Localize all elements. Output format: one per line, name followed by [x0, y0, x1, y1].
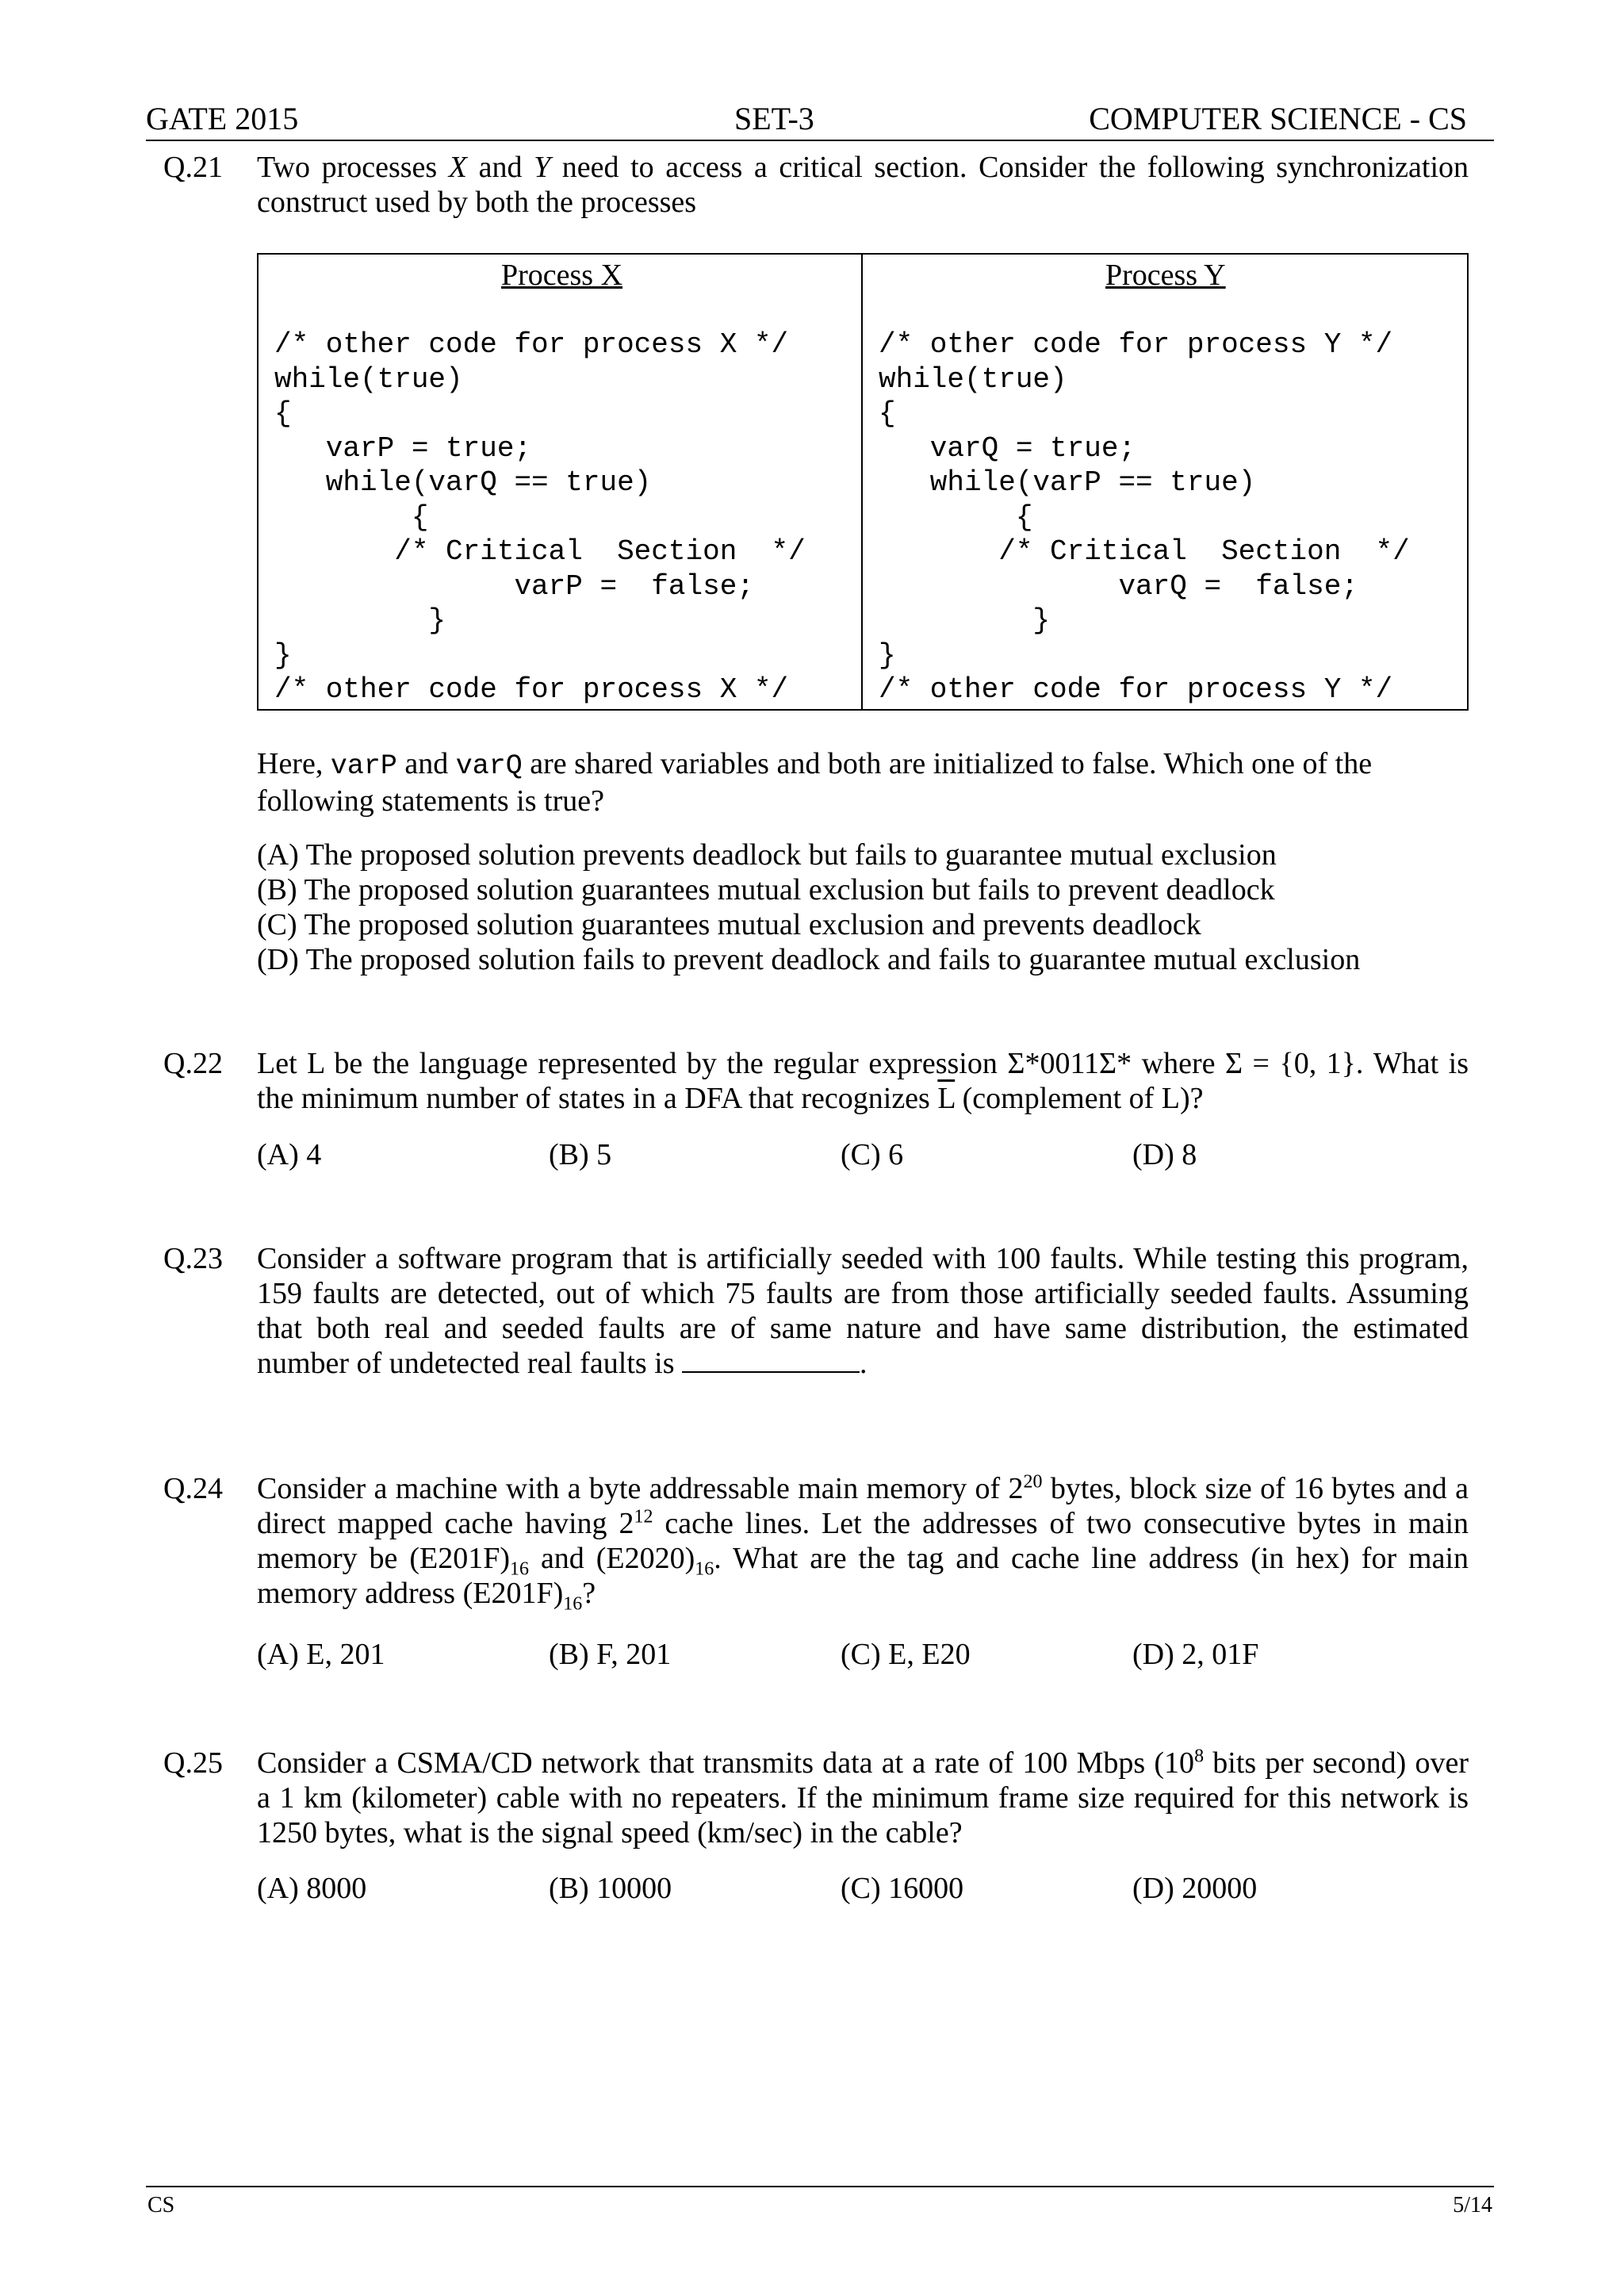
- header-set: SET-3: [734, 101, 814, 136]
- q24-number: Q.24: [163, 1472, 223, 1505]
- q21-stem-line1: Two processes X and Y need to access a critical section. Consider the following synchronization: [257, 151, 1469, 184]
- varp-code: varP: [330, 750, 397, 782]
- footer-left: CS: [147, 2193, 175, 2217]
- header-subject: COMPUTER SCIENCE - CS: [1089, 101, 1467, 136]
- process-x-title: Process X: [501, 259, 623, 292]
- q25-option-d[interactable]: (D) 20000: [1132, 1872, 1258, 1905]
- q21-number: Q.21: [163, 151, 223, 184]
- q21-option-c[interactable]: (C) The proposed solution guarantees mutual exclusion and prevents deadlock: [257, 908, 1201, 941]
- q22-option-b[interactable]: (B) 5: [549, 1138, 612, 1171]
- q21-option-d[interactable]: (D) The proposed solution fails to prevent deadlock and fails to guarantee mutual exclusion: [257, 943, 1361, 976]
- q22-regex: Σ*0011Σ*: [1007, 1047, 1132, 1080]
- q24-option-c[interactable]: (C) E, E20: [841, 1638, 971, 1671]
- q25-stem: Consider a CSMA/CD network that transmits data at a rate of 100 Mbps ($10^8$ bits per second) over a 1 km (kilometer) cable with no repeaters. If the minimum frame size required for this network is 1250 bytes, what is the signal speed (km/sec) in the cable?: [257, 1746, 1469, 1849]
- q25-number: Q.25: [163, 1746, 223, 1780]
- q25-option-a[interactable]: (A) 8000: [257, 1872, 367, 1905]
- process-y-title: Process Y: [1105, 259, 1226, 292]
- q22-option-c[interactable]: (C) 6: [841, 1138, 904, 1171]
- q21-code-table: [257, 253, 1469, 711]
- q22-number: Q.22: [163, 1047, 223, 1080]
- header-rule: [146, 140, 1494, 141]
- q22-stem: Let L be the language represented by the regular expression Σ*0011Σ* where Σ = {0, 1}. What is the minimum number of states in a DFA that recognizes $\overline{L}$ (complement of L)?: [257, 1047, 1469, 1115]
- q24-stem: Consider a machine with a byte addressable main memory of $2^{20}$ bytes, block size of 16 bytes and a direct mapped cache having $2^{12}$ cache lines. Let the addresses of two consecutive bytes in main memory be $(E201F)_{16}$ and $(E2020)_{16}$. What are the tag and cache line address (in hex) for main memory address $(E201F)_{16}$?: [257, 1471, 1469, 1615]
- q23-number: Q.23: [163, 1242, 223, 1275]
- q23-stem: Consider a software program that is artificially seeded with 100 faults. While testing this program, 159 faults are detected, out of which 75 faults are from those artificially seeded faults. Assuming that both real and seeded faults are of same nature and have same distribution, the estimated number of undetected real faults is .: [257, 1242, 1469, 1380]
- q22-option-a[interactable]: (A) 4: [257, 1138, 322, 1171]
- q22-lbar: $\overline{L}$: [937, 1082, 956, 1115]
- q25-option-b[interactable]: (B) 10000: [549, 1872, 672, 1905]
- q24-option-b[interactable]: (B) F, 201: [549, 1638, 672, 1671]
- q21-stem: [257, 150, 1469, 220]
- q25-option-c[interactable]: (C) 16000: [841, 1872, 964, 1905]
- process-y-code: /* other code for process Y */ while(true) { varQ = true; while(varP == true) { /* Critical Section */ varQ = false; } } /* other code for process Y */: [879, 328, 1410, 706]
- varq-code: varQ: [455, 750, 523, 782]
- q22-sigma: Σ = {0, 1}: [1224, 1047, 1356, 1080]
- q21-after-text: Here, varP and varQ are shared variables and both are initialized to false. Which one of the following statements is true?: [257, 747, 1373, 818]
- page-number: 5/14: [1453, 2193, 1492, 2217]
- process-x-code: /* other code for process X */ while(true) { varP = true; while(varQ == true) { /* Critical Section */ varP = false; } } /* other code for process X */: [274, 328, 806, 706]
- q21-option-a[interactable]: (A) The proposed solution prevents deadlock but fails to guarantee mutual exclusion: [257, 838, 1277, 872]
- table-divider: [861, 255, 863, 709]
- q24-option-a[interactable]: (A) E, 201: [257, 1638, 385, 1671]
- footer-rule: [146, 2186, 1494, 2187]
- q22-option-d[interactable]: (D) 8: [1132, 1138, 1197, 1171]
- header-exam-name: GATE 2015: [146, 101, 299, 136]
- q21-option-b[interactable]: (B) The proposed solution guarantees mutual exclusion but fails to prevent deadlock: [257, 873, 1275, 907]
- q21-stem-line2: construct used by both the processes: [257, 186, 697, 219]
- q24-option-d[interactable]: (D) 2, 01F: [1132, 1638, 1259, 1671]
- q23-answer-blank[interactable]: [682, 1347, 860, 1373]
